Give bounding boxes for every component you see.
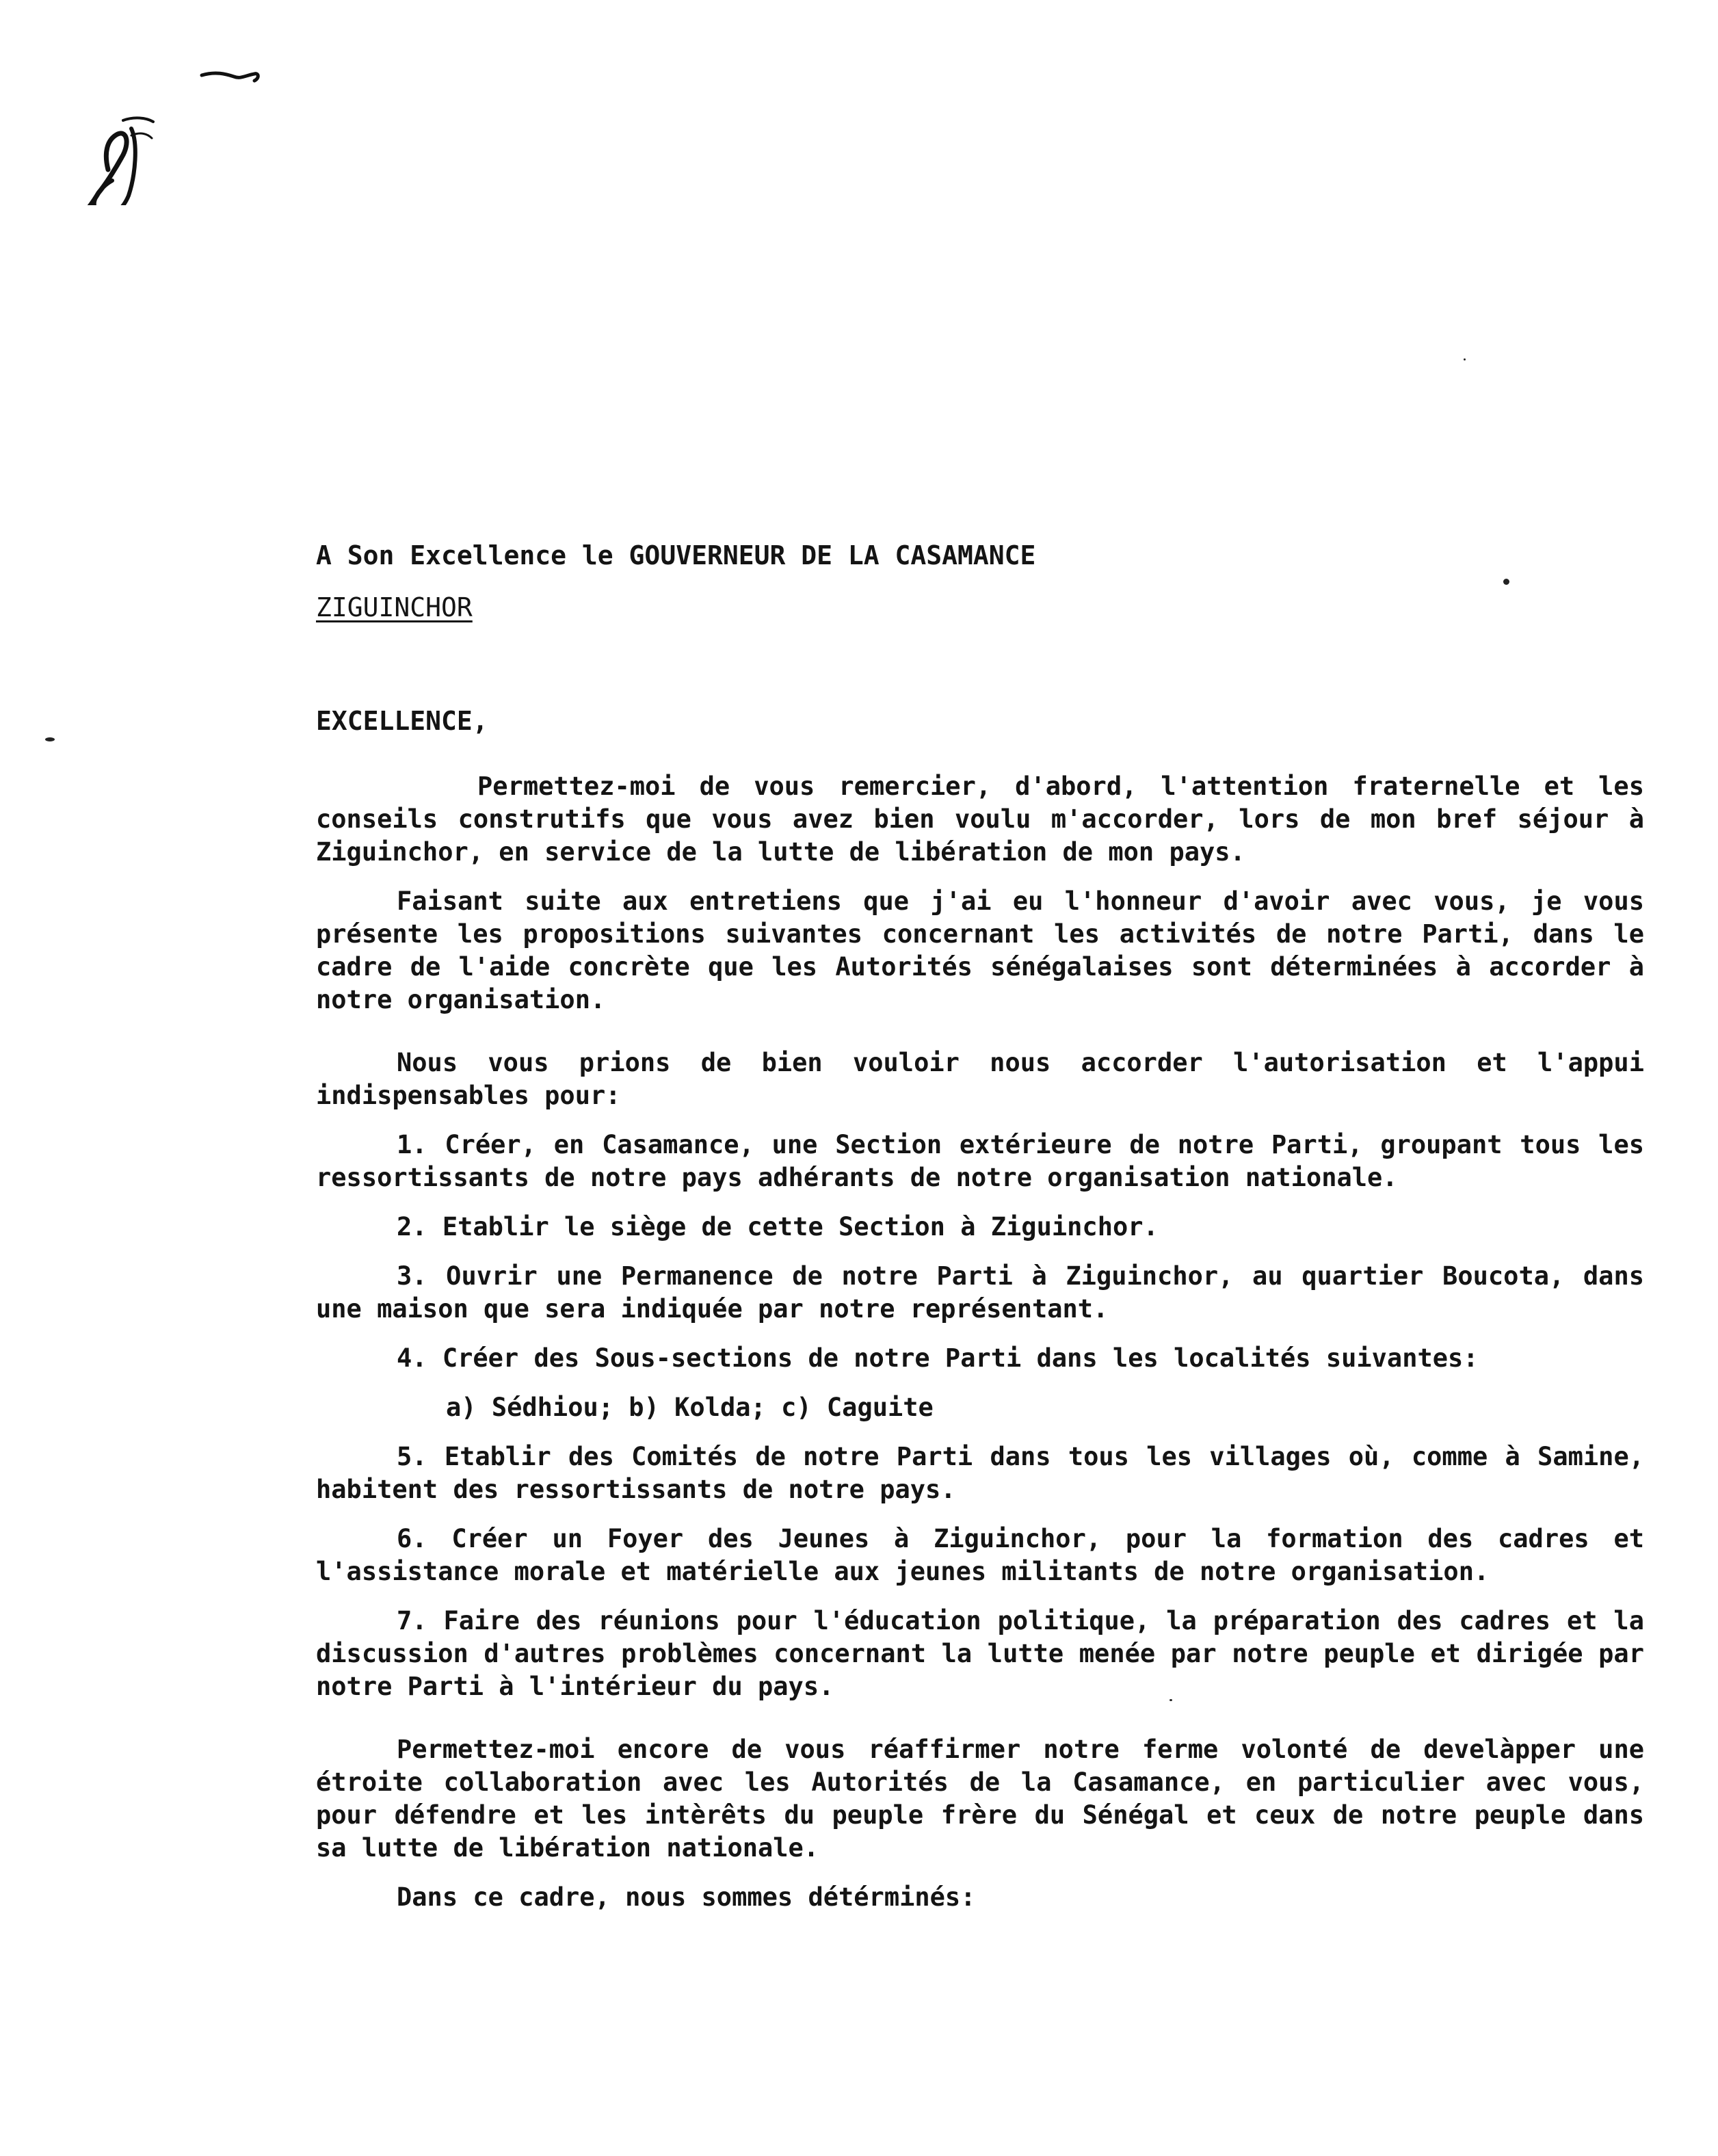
ink-speck — [1503, 579, 1509, 585]
paragraph: Dans ce cadre, nous sommes détérminés: — [397, 1882, 976, 1912]
paragraph: Faisant suite aux entretiens que j'ai eu l'honneur d'avoir avec vous, je vous présente les propositions suivantes concernant les activités de notre Parti, dans le cadre de l'aide concrète que les Autorités sénégalaises sont déterminées à accorder à notre organisation. — [316, 886, 1644, 1014]
letter-body — [316, 770, 1644, 1930]
recipient-city: ZIGUINCHOR — [316, 592, 473, 622]
handwritten-mark — [41, 41, 274, 205]
list-item: 5. Etablir des Comités de notre Parti dans tous les villages où, comme à Samine, habitent des ressortissants de notre pays. — [316, 1442, 1644, 1504]
list-item: 3. Ouvrir une Permanence de notre Parti à Ziguinchor, au quartier Boucota, dans une maison que sera indiquée par notre représentant. — [316, 1261, 1644, 1324]
list-item: 4. Créer des Sous-sections de notre Parti dans les localités suivantes: — [397, 1343, 1479, 1373]
paragraph: Permettez-moi de vous remercier, d'abord, l'attention fraternelle et les conseils construtifs que vous avez bien voulu m'accorder, lors de mon bref séjour à Ziguinchor, en service de la lutte de libération de mon pays. — [316, 772, 1644, 867]
paragraph: Permettez-moi encore de vous réaffirmer notre ferme volonté de develàpper une étroite collaboration avec les Autorités de la Casamance, en particulier avec vous, pour défendre et les intèrêts du peuple frère du Sénégal et ceux de notre peuple dans sa lutte de libération nationale. — [316, 1735, 1644, 1863]
ink-speck — [45, 737, 55, 741]
salutation: EXCELLENCE, — [316, 706, 488, 736]
ink-speck — [1464, 358, 1466, 360]
list-item: 6. Créer un Foyer des Jeunes à Ziguinchor, pour la formation des cadres et l'assistance morale et matérielle aux jeunes militants de notre organisation. — [316, 1524, 1644, 1586]
list-item: 7. Faire des réunions pour l'éducation politique, la préparation des cadres et la discussion d'autres problèmes concernant la lutte menée par notre peuple et dirigée par notre Parti à l'intérieur du pays. — [316, 1606, 1644, 1701]
paragraph: Nous vous prions de bien vouloir nous accorder l'autorisation et l'appui indispensables pour: — [316, 1048, 1644, 1110]
list-item: 1. Créer, en Casamance, une Section extérieure de notre Parti, groupant tous les ressortissants de notre pays adhérants de notre organisation nationale. — [316, 1130, 1644, 1192]
sub-list: a) Sédhiou; b) Kolda; c) Caguite — [446, 1393, 934, 1422]
recipient-line: A Son Excellence le GOUVERNEUR DE LA CASAMANCE — [316, 540, 1036, 570]
list-item: 2. Etablir le siège de cette Section à Ziguinchor. — [397, 1212, 1159, 1241]
